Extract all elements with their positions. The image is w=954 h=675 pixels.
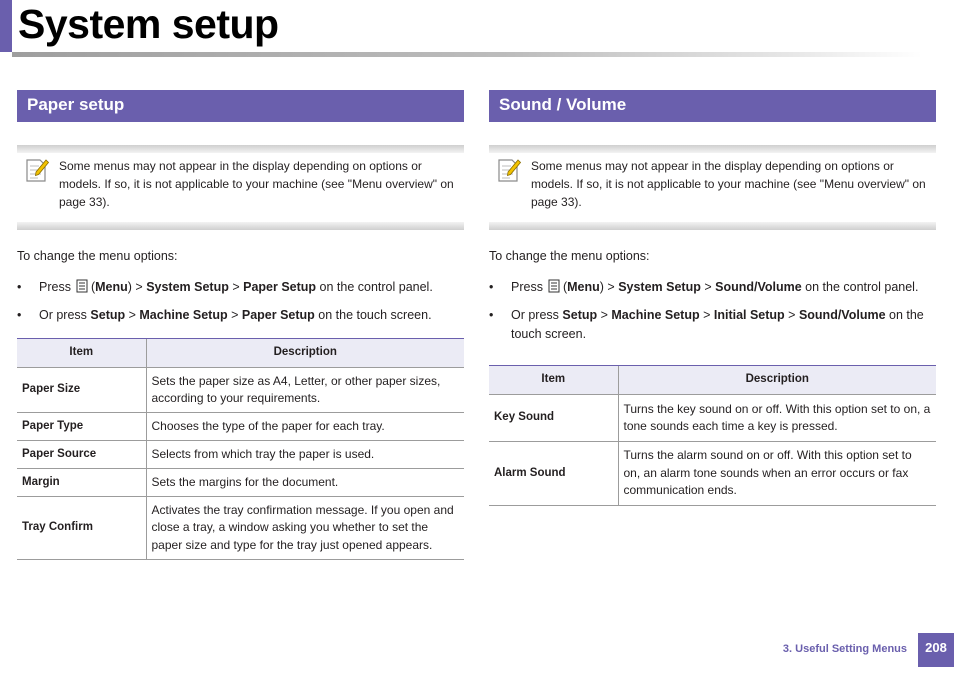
table-row — [17, 469, 464, 497]
menu-path-machine-setup: Machine Setup — [139, 308, 228, 322]
menu-path-system-setup: System Setup — [618, 280, 701, 294]
table-cell-description: Selects from which tray the paper is used. — [146, 441, 464, 469]
step-text: Or press — [39, 308, 91, 322]
column-header-description: Description — [146, 339, 464, 368]
table-cell-item: Paper Source — [17, 441, 146, 469]
step-list — [17, 278, 464, 325]
table-header-row — [489, 366, 936, 395]
section-header-paper-setup: Paper setup — [17, 90, 464, 122]
step-text: on the control panel. — [316, 280, 433, 294]
note-bottom-bar — [489, 222, 936, 230]
step-text: Or press — [511, 308, 563, 322]
table-cell-description: Turns the alarm sound on or off. With this option set to on, an alarm tone sounds when an error occurs or fax communication ends. — [618, 442, 936, 506]
list-item — [17, 278, 464, 297]
table-cell-description: Sets the margins for the document. — [146, 469, 464, 497]
note-bottom-bar — [17, 222, 464, 230]
step-text: ) — [599, 280, 604, 294]
paper-setup-section — [17, 90, 464, 560]
table-header-row — [17, 339, 464, 368]
step-separator: > — [784, 308, 799, 322]
sound-volume-table — [489, 365, 936, 506]
section-header-sound-volume: Sound / Volume — [489, 90, 936, 122]
table-row — [17, 497, 464, 560]
step-text: ) — [127, 280, 132, 294]
table-row — [17, 441, 464, 469]
step-text: on the control panel. — [801, 280, 919, 294]
note-box — [489, 145, 936, 230]
note-top-bar — [17, 145, 464, 153]
note-pencil-icon — [497, 157, 521, 183]
table-row — [17, 413, 464, 441]
list-item — [489, 278, 936, 297]
bullet: • — [489, 280, 494, 294]
menu-path-machine-setup: Machine Setup — [611, 308, 700, 322]
intro-text: To change the menu options: — [17, 249, 178, 263]
menu-path-setup: Setup — [90, 308, 126, 322]
step-text: ( — [90, 280, 96, 294]
table-cell-item: Key Sound — [489, 395, 618, 442]
table-cell-description: Turns the key sound on or off. With this option set to on, a tone sounds each time a key is pressed. — [618, 395, 936, 442]
menu-path-system-setup: System Setup — [146, 280, 229, 294]
menu-path-paper-setup: Paper Setup — [241, 308, 315, 322]
table-row — [17, 368, 464, 413]
table-cell-description: Chooses the type of the paper for each tray. — [146, 413, 464, 441]
step-text: Press — [511, 280, 543, 294]
column-header-item: Item — [17, 339, 146, 368]
menu-icon — [75, 279, 89, 293]
column-header-description: Description — [618, 366, 936, 395]
column-header-item: Item — [489, 366, 618, 395]
note-pencil-icon — [25, 157, 49, 183]
intro-text: To change the menu options: — [489, 249, 650, 263]
bullet: • — [489, 308, 494, 322]
menu-label: Menu — [567, 280, 600, 294]
menu-path-setup: Setup — [562, 308, 598, 322]
step-list — [489, 278, 936, 344]
title-divider — [12, 52, 922, 57]
note-text: Some menus may not appear in the display depending on options or models. If so, it is not applicable to your machine (see "Menu overview" on page 33). — [59, 159, 454, 209]
table-cell-item: Paper Size — [17, 368, 146, 413]
menu-path-initial-setup: Initial Setup — [713, 308, 785, 322]
note-text: Some menus may not appear in the display depending on options or models. If so, it is not applicable to your machine (see "Menu overview" on page 33). — [531, 159, 926, 209]
step-separator: > — [227, 308, 242, 322]
note-top-bar — [489, 145, 936, 153]
step-separator: > — [699, 308, 714, 322]
table-cell-item: Tray Confirm — [17, 497, 146, 560]
step-separator: > — [131, 280, 147, 294]
step-separator: > — [228, 280, 244, 294]
table-cell-description: Sets the paper size as A4, Letter, or other paper sizes, according to your requirements. — [146, 368, 464, 413]
table-row — [489, 442, 936, 506]
menu-label: Menu — [95, 280, 128, 294]
bullet: • — [17, 280, 22, 294]
menu-path-sound-volume: Sound/Volume — [715, 280, 802, 294]
list-item — [489, 306, 936, 344]
step-separator: > — [700, 280, 716, 294]
note-box — [17, 145, 464, 230]
table-cell-item: Alarm Sound — [489, 442, 618, 506]
bullet: • — [17, 308, 22, 322]
step-text: on the touch screen. — [314, 308, 432, 322]
table-cell-item: Paper Type — [17, 413, 146, 441]
footer-chapter: 3. Useful Setting Menus — [782, 643, 907, 655]
menu-path-sound-volume: Sound/Volume — [798, 308, 886, 322]
step-separator: > — [125, 308, 140, 322]
step-separator: > — [603, 280, 619, 294]
table-cell-item: Margin — [17, 469, 146, 497]
page-number: 208 — [918, 633, 954, 667]
sound-volume-section — [489, 90, 936, 506]
title-accent-bar — [0, 0, 12, 52]
page-title: System setup — [18, 1, 279, 47]
list-item — [17, 306, 464, 325]
step-text: ( — [562, 280, 568, 294]
step-text: on the touch screen. — [511, 308, 924, 341]
step-separator: > — [597, 308, 612, 322]
menu-icon — [547, 279, 561, 293]
table-row — [489, 395, 936, 442]
table-cell-description: Activates the tray confirmation message. If you open and close a tray, a window asking you whether to set the paper size and type for the tray just opened appears. — [146, 497, 464, 560]
menu-path-paper-setup: Paper Setup — [243, 280, 317, 294]
step-text: Press — [39, 280, 71, 294]
paper-setup-table — [17, 338, 464, 560]
